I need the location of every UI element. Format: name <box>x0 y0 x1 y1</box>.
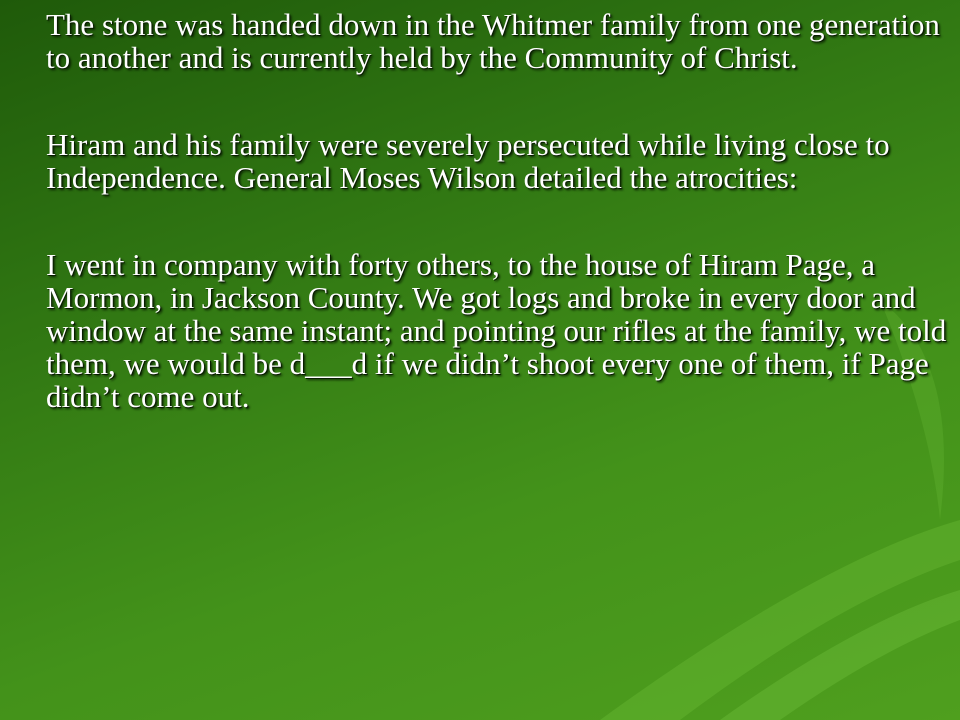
paragraph-persecution: Hiram and his family were severely persecuted while living close to Independence. General Moses Wilson detailed the atrocities: <box>46 127 890 195</box>
paragraph-stone-history: The stone was handed down in the Whitmer family from one generation to another and is currently held by the Community of Christ. <box>46 7 940 75</box>
paragraph-wilson-quote: I went in company with forty others, to the house of Hiram Page, a Mormon, in Jackson County. We got logs and broke in every door and window at the same instant; and pointing our rifles at the family, we told them, we would be d___d if we didn’t shoot every one of them, if Page didn’t come out. <box>46 247 947 414</box>
slide-body <box>46 8 956 467</box>
